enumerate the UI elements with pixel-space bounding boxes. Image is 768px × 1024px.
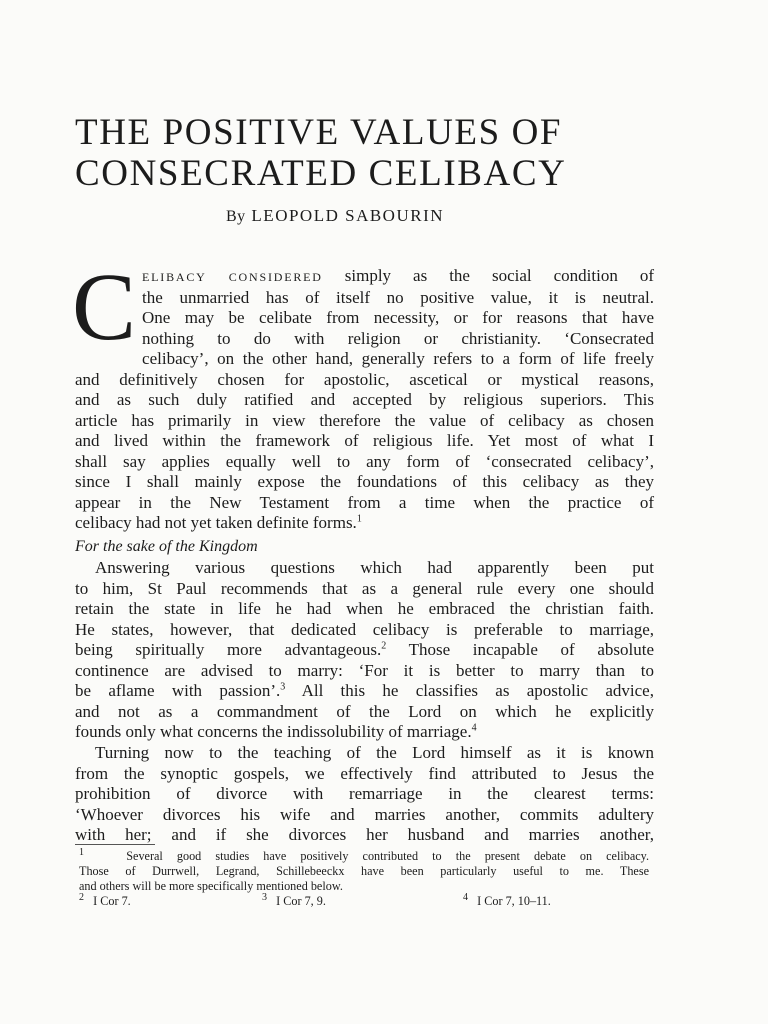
author-name: LEOPOLD SABOURIN [251, 206, 445, 225]
body-line: retain the state in life he had when he embraced the christian faith. [75, 599, 654, 618]
section-heading: For the sake of the Kingdom [75, 538, 258, 555]
footnote-2: $^2$ I Cor 7. [79, 891, 131, 908]
footnote-1 [79, 846, 649, 894]
footnote-3: $^3$ I Cor 7, 9. [262, 891, 326, 908]
footnote-ref-1: 1 [356, 513, 362, 525]
title-line-2: CONSECRATED CELIBACY [75, 153, 567, 194]
footnote-ref-3: 3 [280, 681, 286, 693]
footnote-marker-1: 1 [79, 846, 84, 858]
body-line: Answering various questions which had apparently been put [95, 558, 654, 577]
title-line-1: THE POSITIVE VALUES OF [75, 112, 563, 153]
article-title [75, 112, 715, 194]
footnote-ref-4: 4 [471, 722, 477, 734]
lead-smallcaps: ELIBACY CONSIDERED [142, 270, 323, 284]
lead-line: ELIBACY CONSIDERED simply as the social condition of [142, 266, 655, 285]
footnote-ref-2: 2 [381, 640, 387, 652]
lead-line: and definitively chosen for apostolic, ascetical or mystical reasons, [75, 369, 654, 389]
body-line: founds only what concerns the indissolubility of marriage.$^4$ [75, 722, 477, 741]
body-line: with her; and if she divorces her husband and marries another, [75, 825, 654, 844]
lead-line: the unmarried has of itself no positive value, it is neutral. [142, 287, 654, 307]
body-paragraph-2 [75, 743, 654, 846]
byline-by: By [226, 208, 246, 225]
body-line: He states, however, that dedicated celibacy is preferable to marriage, [75, 619, 654, 639]
lead-line: One may be celibate from necessity, or for reasons that have [142, 308, 654, 327]
lead-line: and as such duly ratified and accepted by religious superiors. This [75, 390, 654, 409]
footnote-4: $^4$ I Cor 7, 10–11. [463, 891, 551, 908]
lead-line: article has primarily in view therefore the value of celibacy as chosen [75, 410, 654, 430]
footnote-line: and others will be more specifically mentioned below. [79, 879, 343, 893]
body-line: ‘Whoever divorces his wife and marries another, commits adultery [75, 804, 654, 824]
footnote-line: Those of Durrwell, Legrand, Schillebeeckx have been particularly useful to me. These [79, 864, 649, 878]
body-line: be aflame with passion’.$^3$ All this he classifies as apostolic advice, [75, 681, 654, 700]
footnote-divider [75, 844, 155, 845]
body-line: and not as a commandment of the Lord on which he explicitly [75, 701, 654, 721]
lead-paragraph [72, 253, 655, 534]
byline [226, 206, 444, 226]
lead-line: nothing to do with religion or christianity. ‘Consecrated [142, 328, 654, 348]
body-line: prohibition of divorce with remarriage in the clearest terms: [75, 784, 654, 803]
lead-line: and lived within the framework of religious life. Yet most of what I [75, 431, 654, 450]
lead-line: shall say applies equally well to any form of ‘consecrated celibacy’, [75, 451, 654, 471]
body-line: to him, St Paul recommends that as a general rule every one should [75, 578, 654, 598]
lead-line: appear in the New Testament from a time when the practice of [75, 492, 654, 512]
body-line: continence are advised to marry: ‘For it is better to marry than to [75, 660, 654, 680]
body-paragraph-1 [75, 558, 654, 743]
body-line: Turning now to the teaching of the Lord himself as it is known [95, 743, 654, 762]
drop-cap: C [72, 253, 137, 360]
footnote-line: $^1$ Several good studies have positively contributed to the present debate on celibacy. [79, 846, 649, 863]
lead-line: since I shall mainly expose the foundations of this celibacy as they [75, 472, 654, 491]
body-line: from the synoptic gospels, we effectively find attributed to Jesus the [75, 763, 654, 783]
lead-line: celibacy’, on the other hand, generally refers to a form of life freely [142, 349, 654, 368]
lead-line: celibacy had not yet taken definite forms.$^1$ [75, 513, 362, 532]
body-line: being spiritually more advantageous.$^2$ Those incapable of absolute [75, 640, 654, 659]
